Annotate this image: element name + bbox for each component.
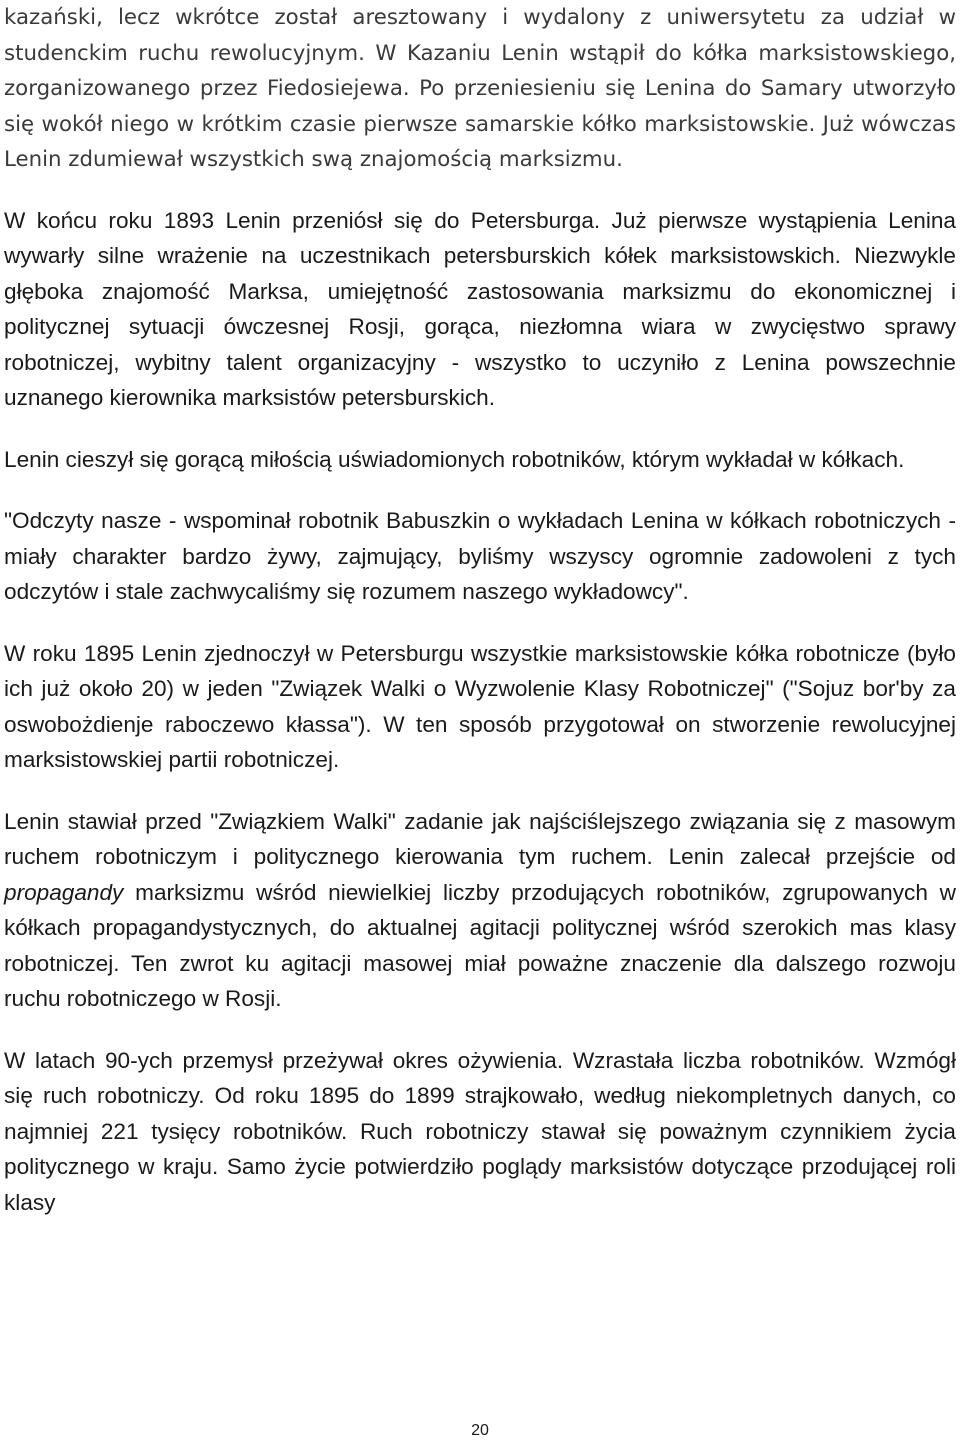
paragraph-2: W końcu roku 1893 Lenin przeniósł się do Petersburga. Już pierwsze wystąpienia Lenina wywarły silne wrażenie na uczestnikach petersburskich kółek marksistowskich. Niezwykle głęboka znajomość Marksa, umiejętność zastosowania marksizmu do ekonomicznej i politycznej sytuacji ówczesnej Rosji, gorąca, niezłomna wiara w zwycięstwo sprawy robotniczej, wybitny talent organizacyjny - wszystko to uczyniło z Lenina powszechnie uznanego kierownika marksistów petersburskich.	[4, 207, 956, 410]
paragraph-6-after: marksizmu wśród niewielkiej liczby przodujących robotników, zgrupowanych w kółkach propagandystycznych, do aktualnej agitacji politycznej wśród szerokich mas klasy robotniczej. Ten zwrot ku agitacji masowej miał poważne znaczenie dla dalszego rozwoju ruchu robotniczego w Rosji.	[4, 879, 956, 1011]
paragraph-6	[4, 804, 956, 1017]
page-number: 20	[471, 1422, 489, 1439]
paragraph-4-quote: "Odczyty nasze - wspominał robotnik Babuszkin o wykładach Lenina w kółkach robotniczych - miały charakter bardzo żywy, zajmujący, byliśmy wszyscy ogromnie zadowoleni z tych odczytów i stale zachwycaliśmy się rozumem naszego wykładowcy".	[4, 508, 956, 604]
paragraph-6-before: Lenin stawiał przed "Związkiem Walki" zadanie jak najściślejszego związania się z masowym ruchem robotniczym i politycznego kierowania tym ruchem. Lenin zalecał przejście od	[4, 808, 956, 869]
emphasis-propagandy: propagandy	[4, 879, 124, 905]
document-page	[4, 0, 956, 1220]
paragraph-7: W latach 90-ych przemysł przeżywał okres ożywienia. Wzrastała liczba robotników. Wzmógł się ruch robotniczy. Od roku 1895 do 1899 strajkowało, według niekompletnych danych, co najmniej 221 tysięcy robotników. Ruch robotniczy stawał się poważnym czynnikiem życia politycznego w kraju. Samo życie potwierdziło poglądy marksistów dotyczące przodującej roli klasy	[4, 1047, 956, 1215]
paragraph-3: Lenin cieszył się gorącą miłością uświadomionych robotników, którym wykładał w kółkach.	[4, 446, 905, 472]
paragraph-1: kazański, lecz wkrótce został aresztowany i wydalony z uniwersytetu za udział w studenckim ruchu rewolucyjnym. W Kazaniu Lenin wstąpił do kółka marksistowskiego, zorganizowanego przez Fiedosiejewa. Po przeniesieniu się Lenina do Samary utworzyło się wokół niego w krótkim czasie pierwsze samarskie kółko marksistowskie. Już wówczas Lenin zdumiewał wszystkich swą znajomością marksizmu.	[4, 5, 956, 172]
paragraph-5: W roku 1895 Lenin zjednoczył w Petersburgu wszystkie marksistowskie kółka robotnicze (było ich już około 20) w jeden "Związek Walki o Wyzwolenie Klasy Robotniczej" ("Sojuz bor'by za oswobożdienje raboczewo kłassa"). W ten sposób przygotował on stworzenie rewolucyjnej marksistowskiej partii robotniczej.	[4, 640, 956, 772]
